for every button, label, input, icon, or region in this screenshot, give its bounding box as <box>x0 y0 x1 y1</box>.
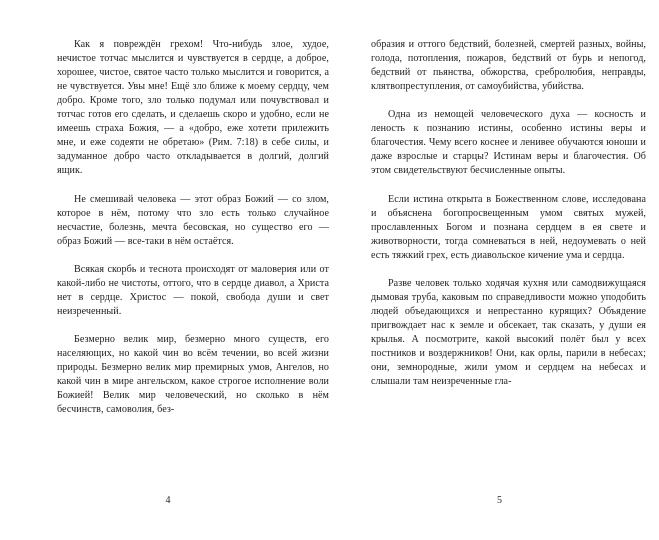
page-right <box>330 0 659 540</box>
left-page-textblock <box>57 38 329 417</box>
page-number-right: 5 <box>497 495 502 506</box>
paragraph: Как я повреждён грехом! Что-нибудь злое, худое, нечистое тотчас мыслится и чувствуется в сердце, а доброе, хорошее, чистое, святое часто только мыслится и говорится, а не чувствуется. Увы мне! Ещё зло ближе к моему сердцу, чем добро. Кроме того, зло только подумал или почувствовал и тотчас готов его сделать, и сделаешь скоро и удобно, если не имеешь страха Божия, — а «добро, еже хотети прилежить мне, и еже содеяти не обретаю» (Рим. 7:18) в себе силы, и задуманное добро часто откладывается в долгий, долгий ящик. <box>57 39 329 177</box>
page-number-left: 4 <box>165 495 171 506</box>
paragraph: образия и оттого бедствий, болезней, смертей разных, войны, голода, потопления, пожаров, бедствий от бурь и непогод, бедствий от пьянства, обжорства, сребролюбия, неправды, клятвопреступления, от самоубийства, убийства. <box>371 39 646 93</box>
paragraph: Всякая скорбь и теснота происходят от маловерия или от какой-либо не чистоты, оттого, что в сердце диавол, а Христа нет в сердце. Христос — покой, свобода души и свет неизреченный. <box>57 263 329 317</box>
paragraph: Если истина открыта в Божественном слове, исследована и объяснена богопросвещенным умом святых мужей, прославленных Богом и познана сердцем в ея свете и животворности, тогда сомневаться в ней, недоумевать о ней есть тяжкий грех, есть диавольское кичение ума и сердца. <box>371 193 646 261</box>
paragraph: Разве человек только ходячая кухня или самодвижущаяся дымовая труба, каковым по справедливости можно уподобить людей объедающихся и непрестанно курящих? Объядение пригвождает нас к земле и обсекает, так сказать, у души ея крылья. А посмотрите, какой высокий полёт был у всех постников и воздержников! Они, как орлы, парили в небесах; они, земнородные, жили умом и сердцем на небесах и слышали там неизреченные гла- <box>371 277 646 388</box>
paragraph: Не смешивай человека — этот образ Божий — со злом, которое в нём, потому что зло есть только случайное несчастие, болезнь, мечта бесовская, но существо его — образ Божий — все-таки в нём остаётся. <box>57 193 329 247</box>
paragraph: Одна из немощей человеческого духа — косность и леность к познанию истины, особенно истины веры и благочестия. Чему всего коснее и ленивее обучаются юноши и даже взрослые и старцы? Истинам веры и благочестия. Об этом свидетельствуют бесчисленные опыты. <box>371 109 646 177</box>
paragraph: Безмерно велик мир, безмерно много существ, его населяющих, но какой чин во всём течении, во всей жизни природы. Безмерно велик мир премирных умов, Ангелов, но какой чин в мире ангельском, какое строгое исполнение воли Божией! Велик мир человеческий, но сколько в нём бесчинств, самоволия, без- <box>57 333 329 416</box>
right-page-textblock <box>371 38 646 389</box>
